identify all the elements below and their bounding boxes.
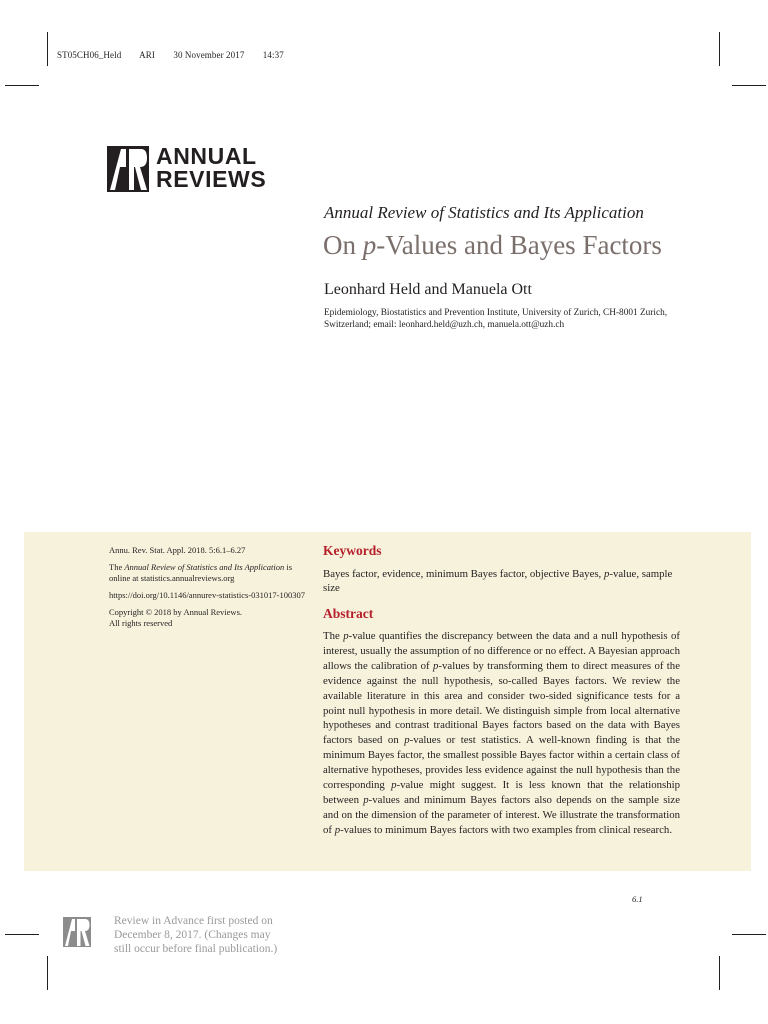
- slug-code: ST05CH06_Held: [57, 50, 122, 60]
- crop-mark-top-right: [719, 32, 720, 66]
- title-italic-p: p: [362, 230, 377, 260]
- crop-mark-bottom-right-h: [732, 934, 766, 935]
- annual-reviews-logo: [107, 145, 277, 193]
- logo-wordmark: [156, 145, 266, 191]
- slug-date: 30 November 2017: [173, 50, 245, 60]
- crop-mark-bottom-right: [719, 956, 720, 990]
- review-in-advance-notice: Review in Advance first posted on December 8, 2017. (Changes may still occur before final publication.): [114, 915, 278, 955]
- keywords-text: Bayes factor, evidence, minimum Bayes factor, objective Bayes, p-value, sample size: [323, 568, 673, 594]
- crop-mark-bottom-left: [47, 956, 48, 990]
- abstract-heading: Abstract: [323, 606, 374, 621]
- crop-mark-top-left-h: [5, 85, 39, 86]
- crop-mark-top-right-h: [732, 85, 766, 86]
- rights: All rights reserved: [109, 618, 173, 628]
- citation: Annu. Rev. Stat. Appl. 2018. 5:6.1–6.27: [109, 545, 246, 555]
- doi-link[interactable]: https://doi.org/10.1146/annurev-statistics-031017-100307: [109, 590, 305, 600]
- keywords-heading: Keywords: [323, 543, 382, 558]
- online-journal: Annual Review of Statistics and Its Application: [124, 562, 285, 572]
- journal-name: Annual Review of Statistics and Its Application: [324, 203, 644, 222]
- crop-mark-top-left: [47, 32, 48, 66]
- page-number: 6.1: [632, 894, 643, 904]
- ar-logo-icon: [107, 146, 149, 192]
- slug-line: [57, 50, 300, 60]
- logo-line-2: REVIEWS: [156, 166, 267, 192]
- ar-small-logo-icon: [63, 917, 91, 947]
- affiliation: Epidemiology, Biostatistics and Prevention Institute, University of Zurich, CH-8001 Zurich, Switzerland; email: leonhard.held@uzh.ch, manuela.ott@uzh.ch: [324, 308, 668, 330]
- title-prefix: On: [323, 230, 363, 260]
- abstract-text: The p-value quantifies the discrepancy between the data and a null hypothesis of interest, usually the assumption of no difference or no effect. A Bayesian approach allows the calibration of p-values by transforming them to direct measures of the evidence against the null hypothesis, so-called Bayes factors. We review the available literature in this area and consider two-sided significance tests for a point null hypothesis in more detail. We distinguish simple from local alternative hypotheses and contrast traditional Bayes factors based on the data with Bayes factors based on p-values or test statistics. A well-known finding is that the minimum Bayes factor, the smallest possible Bayes factor within a certain class of alternative hypotheses, provides less evidence against the null hypothesis than the corresponding p-value might suggest. It is less known that the relationship between p-values and minimum Bayes factors also depends on the sample size and on the dimension of the parameter of interest. We illustrate the transformation of p-values to minimum Bayes factors with two examples from clinical research.: [323, 630, 681, 836]
- crop-mark-bottom-left-h: [5, 934, 39, 935]
- authors: Leonhard Held and Manuela Ott: [324, 281, 532, 298]
- copyright: Copyright © 2018 by Annual Reviews. All rights reserved: [109, 607, 243, 628]
- online-note: The Annual Review of Statistics and Its Application is online at statistics.annualreviews.org: [109, 562, 293, 583]
- logo-line-1: ANNUAL: [156, 143, 257, 169]
- sidebar-info: [109, 545, 309, 629]
- slug-publisher: ARI: [139, 50, 155, 60]
- slug-time: 14:37: [262, 50, 284, 60]
- title-suffix: -Values and Bayes Factors: [376, 230, 662, 260]
- article-title: [323, 230, 662, 261]
